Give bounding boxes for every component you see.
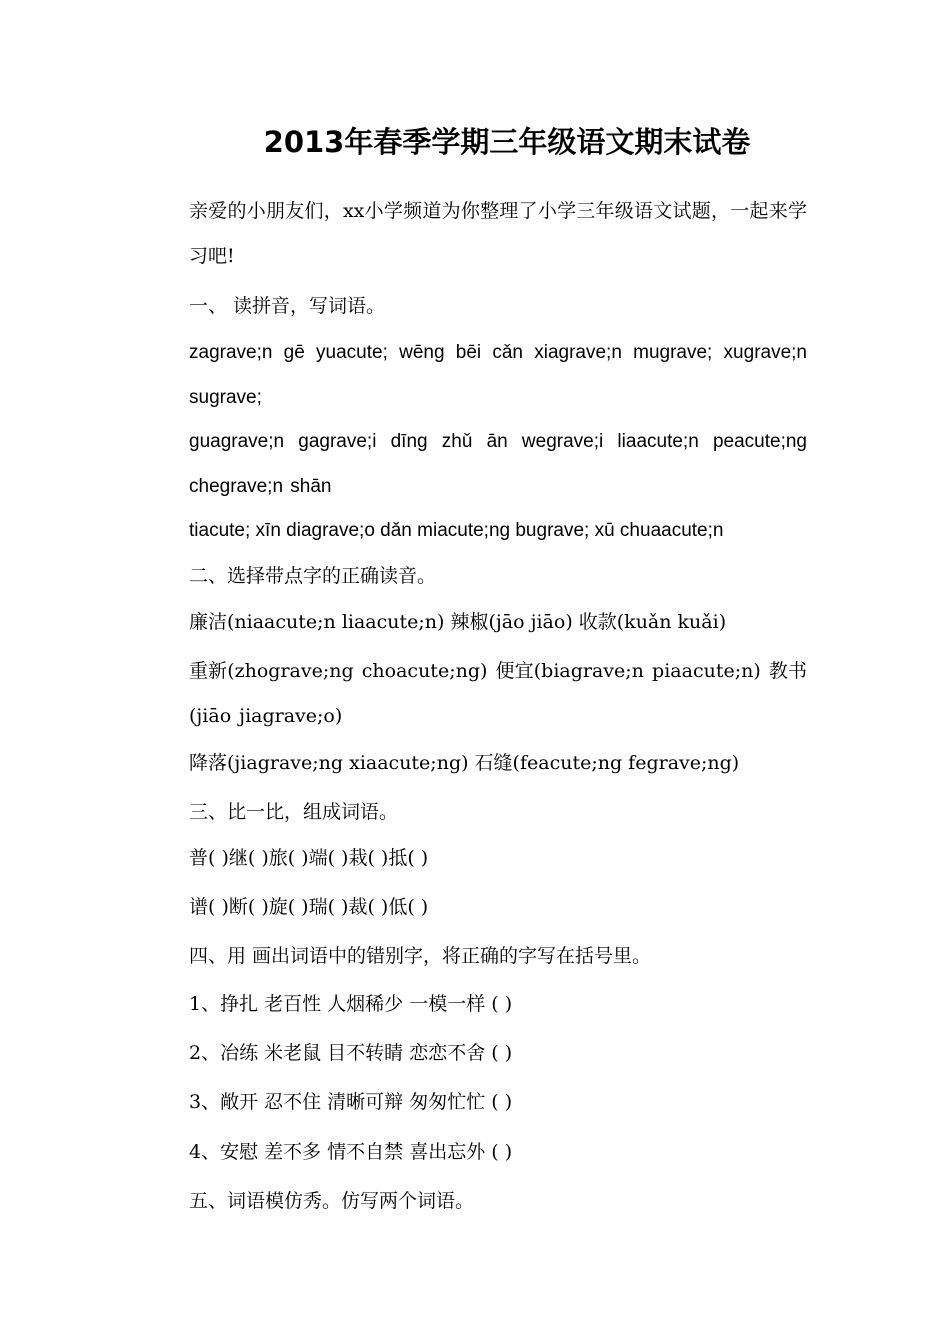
- section5-heading: 五、词语模仿秀。仿写两个词语。: [189, 1190, 475, 1212]
- reading-line-2: 重新(zhograve;ng choacute;ng) 便宜(biagrave;n piaacute;n) 教书(jiāo jiagrave;o): [189, 660, 807, 727]
- section2-heading: 二、选择带点字的正确读音。: [189, 565, 437, 587]
- pinyin-line-3: tiacute; xīn diagrave;o dǎn miacute;ng bugrave; xū chuaacute;n: [189, 520, 724, 541]
- pinyin-line-2: guagrave;n gagrave;i dīng zhǔ ān wegrave;i liaacute;n peacute;ng chegrave;n shān: [189, 431, 807, 497]
- typo-item: 3、敞开 忍不住 清晰可辩 匆匆忙忙 ( ): [189, 1091, 513, 1113]
- pinyin-line-1: zagrave;n gē yuacute; wēng bēi cǎn xiagrave;n mugrave; xugrave;n sugrave;: [189, 342, 807, 408]
- typo-item: 2、冶练 米老鼠 目不转睛 恋恋不舍 ( ): [189, 1042, 513, 1064]
- section1-heading: 一、 读拼音，写词语。: [189, 295, 386, 317]
- compare-line-2: 谱( )断( )旋( )瑞( )裁( )低( ): [189, 896, 429, 918]
- section4-heading: 四、用 画出词语中的错别字，将正确的字写在括号里。: [189, 945, 652, 967]
- reading-line-1: 廉洁(niaacute;n liaacute;n) 辣椒(jāo jiāo) 收款(kuǎn kuǎi): [189, 611, 727, 633]
- typo-item: 4、安慰 差不多 情不自禁 喜出忘外 ( ): [189, 1141, 513, 1163]
- intro-paragraph: 亲爱的小朋友们，xx小学频道为你整理了小学三年级语文试题，一起来学习吧!: [189, 200, 807, 267]
- reading-line-3: 降落(jiagrave;ng xiaacute;ng) 石缝(feacute;ng fegrave;ng): [189, 752, 740, 774]
- compare-line-1: 普( )继( )旅( )端( )栽( )抵( ): [189, 847, 429, 869]
- page-title: 2013年春季学期三年级语文期末试卷: [263, 125, 751, 159]
- typo-item: 1、挣扎 老百性 人烟稀少 一模一样 ( ): [189, 993, 513, 1015]
- section3-heading: 三、比一比，组成词语。: [189, 801, 399, 823]
